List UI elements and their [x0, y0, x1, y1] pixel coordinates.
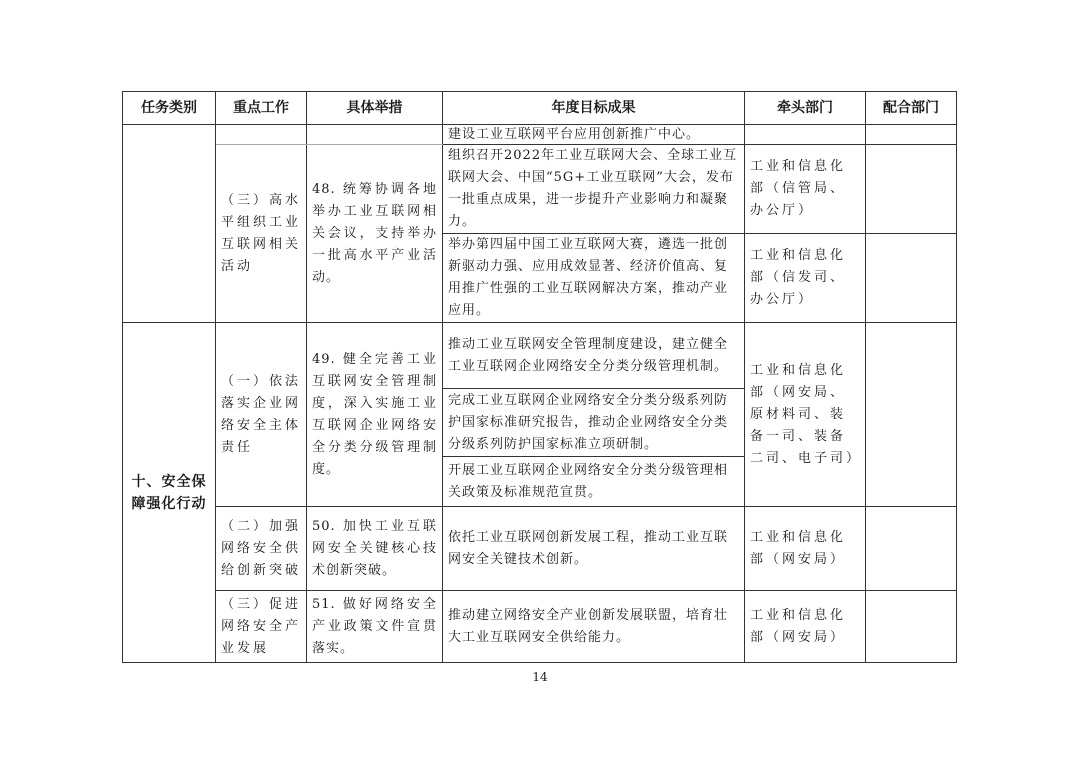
lead-dept-cell: 工业和信息化部（网安局、原材料司、装备一司、装备二司、电子司）: [745, 323, 866, 507]
measure-cell-empty: [307, 125, 443, 145]
table-header-row: [123, 92, 957, 125]
key-work-cell: （二）加强网络安全供给创新突破: [216, 507, 307, 591]
header-assist-dept: 配合部门: [866, 92, 957, 125]
measure-cell: 51. 做好网络安全产业政策文件宣贯落实。: [307, 591, 443, 663]
assist-dept-cell: [866, 323, 957, 507]
header-task-category: 任务类别: [123, 92, 216, 125]
measure-cell: 49. 健全完善工业互联网安全管理制度，深入实施工业互联网企业网络安全分类分级管理制度。: [307, 323, 443, 507]
task-category-cell: 十、安全保障强化行动: [123, 323, 216, 663]
measure-cell: 50. 加快工业互联网安全关键核心技术创新突破。: [307, 507, 443, 591]
table-row: [123, 507, 957, 591]
key-work-cell: （三）促进网络安全产业发展: [216, 591, 307, 663]
result-cell: 举办第四届中国工业互联网大赛，遴选一批创新驱动力强、应用成效显著、经济价值高、复用推广性强的工业互联网解决方案，推动产业应用。: [443, 234, 745, 323]
page-number: 14: [532, 670, 548, 684]
result-cell: 依托工业互联网创新发展工程，推动工业互联网安全关键技术创新。: [443, 507, 745, 591]
key-work-cell: （三）高水平组织工业互联网相关活动: [216, 145, 307, 323]
key-work-cell: （一）依法落实企业网络安全主体责任: [216, 323, 307, 507]
result-cell: 开展工业互联网企业网络安全分类分级管理相关政策及标准规范宣贯。: [443, 457, 745, 507]
lead-dept-cell: 工业和信息化部（信发司、办公厅）: [745, 234, 866, 323]
assist-dept-cell: [866, 507, 957, 591]
measure-cell: 48. 统筹协调各地举办工业互联网相关会议，支持举办一批高水平产业活动。: [307, 145, 443, 323]
header-lead-dept: 牵头部门: [745, 92, 866, 125]
category-cell-empty: [123, 125, 216, 323]
header-annual-results: 年度目标成果: [443, 92, 745, 125]
table-row: [123, 145, 957, 234]
header-measures: 具体举措: [307, 92, 443, 125]
work-cell-empty: [216, 125, 307, 145]
assist-dept-cell: [866, 145, 957, 234]
assist-dept-cell: [866, 591, 957, 663]
result-cell: 建设工业互联网平台应用创新推广中心。: [443, 125, 745, 145]
lead-dept-cell: 工业和信息化部（网安局）: [745, 591, 866, 663]
table-row: [123, 125, 957, 145]
result-cell: 组织召开2022年工业互联网大会、全球工业互联网大会、中国“5G+工业互联网”大会，发布一批重点成果，进一步提升产业影响力和凝聚力。: [443, 145, 745, 234]
lead-dept-cell: 工业和信息化部（网安局）: [745, 507, 866, 591]
table-row: [123, 591, 957, 663]
result-cell: 推动工业互联网安全管理制度建设，建立健全工业互联网企业网络安全分类分级管理机制。: [443, 323, 745, 389]
result-cell: 推动建立网络安全产业创新发展联盟，培育壮大工业互联网安全供给能力。: [443, 591, 745, 663]
header-key-work: 重点工作: [216, 92, 307, 125]
result-cell: 完成工业互联网企业网络安全分类分级系列防护国家标准研究报告，推动企业网络安全分类分级系列防护国家标准立项研制。: [443, 389, 745, 457]
lead-cell-empty: [745, 125, 866, 145]
assist-dept-cell: [866, 234, 957, 323]
task-table: [122, 91, 957, 663]
assist-cell-empty: [866, 125, 957, 145]
table-row: [123, 323, 957, 389]
lead-dept-cell: 工业和信息化部（信管局、办公厅）: [745, 145, 866, 234]
